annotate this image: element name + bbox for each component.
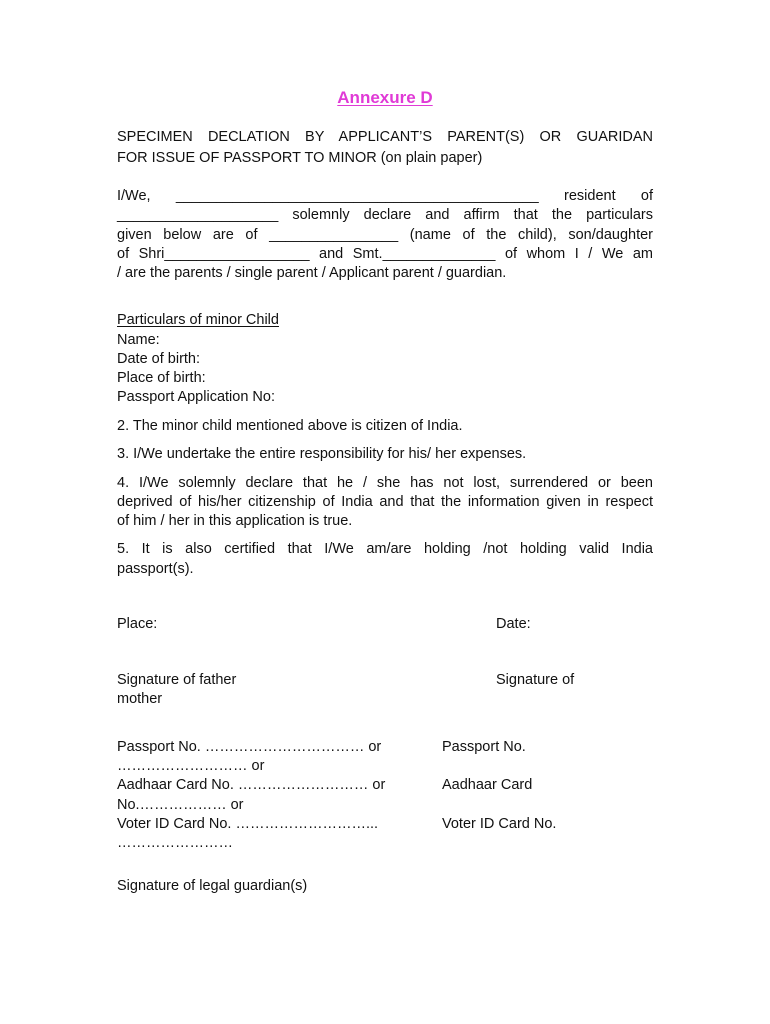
signature-of-label: Signature of	[496, 672, 575, 688]
declaration-line-5: / are the parents / single parent / Applicant parent / guardian.	[117, 265, 507, 281]
particulars-passport-application: Passport Application No:	[117, 389, 275, 405]
point-4-line-2: deprived of his/her citizenship of India and that the information given in respect	[117, 494, 653, 510]
heading-line-1: SPECIMEN DECLATION BY APPLICANT’S PARENT(S) OR GUARIDAN	[117, 129, 653, 145]
signature-father-line-2: mother	[117, 691, 163, 707]
point-4-line-1: 4. I/We solemnly declare that he / she has not lost, surrendered or been	[117, 475, 653, 491]
point-2: 2. The minor child mentioned above is citizen of India.	[117, 418, 463, 434]
particulars-pob: Place of birth:	[117, 370, 206, 386]
voter-left-line-2: ……………………	[117, 835, 233, 851]
passport-no-left-line-1: Passport No. …………………………… or	[117, 739, 382, 755]
voter-right: Voter ID Card No.	[442, 816, 557, 832]
heading-line-2: FOR ISSUE OF PASSPORT TO MINOR (on plain paper)	[117, 150, 483, 166]
date-label: Date:	[496, 616, 531, 632]
aadhaar-right: Aadhaar Card	[442, 777, 533, 793]
aadhaar-left-line-1: Aadhaar Card No. ……………………… or	[117, 777, 386, 793]
point-4-line-3: of him / her in this application is true.	[117, 513, 353, 529]
declaration-line-4: of Shri__________________ and Smt.______________ of whom I / We am	[117, 246, 653, 262]
guardian-signature-label: Signature of legal guardian(s)	[117, 878, 308, 894]
declaration-line-1: I/We, _____________________________________________ resident of	[117, 188, 653, 204]
passport-no-right: Passport No.	[442, 739, 526, 755]
point-5-line-1: 5. It is also certified that I/We am/are holding /not holding valid India	[117, 541, 653, 557]
document-title: Annexure D	[337, 88, 433, 107]
voter-left-line-1: Voter ID Card No. ………………………...	[117, 816, 379, 832]
passport-no-left-line-2: ……………………… or	[117, 758, 265, 774]
declaration-line-3: given below are of ________________ (name of the child), son/daughter	[117, 227, 653, 243]
point-3: 3. I/We undertake the entire responsibility for his/ her expenses.	[117, 446, 527, 462]
signature-father-line-1: Signature of father	[117, 672, 237, 688]
particulars-name: Name:	[117, 332, 160, 348]
particulars-dob: Date of birth:	[117, 351, 201, 367]
point-5-line-2: passport(s).	[117, 561, 194, 577]
particulars-heading: Particulars of minor Child	[117, 312, 279, 328]
place-label: Place:	[117, 616, 158, 632]
aadhaar-left-line-2: No.……………… or	[117, 797, 244, 813]
declaration-line-2: ____________________ solemnly declare and affirm that the particulars	[117, 207, 653, 223]
